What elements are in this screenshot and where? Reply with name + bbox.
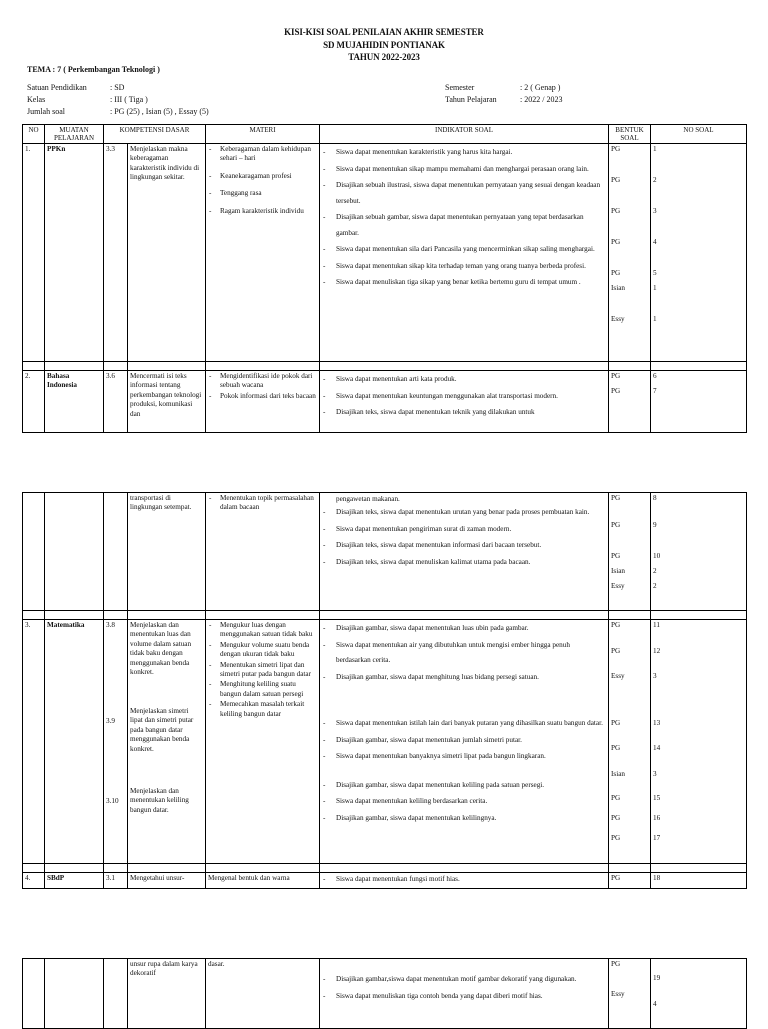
row-muatan: Matematika <box>45 620 104 864</box>
row-nosoal <box>651 959 747 1029</box>
bentuk-value: PG <box>611 647 621 655</box>
table-spacer-row <box>23 362 747 371</box>
indikator-item: - Siswa dapat menentukan keuntungan menggunakan alat transportasi modern. <box>322 389 606 405</box>
row-muatan: PPKn <box>45 144 104 362</box>
row-materi <box>206 144 320 362</box>
nosoal-value: 1 <box>653 315 657 323</box>
kd-no-value: 3.9 <box>106 717 115 725</box>
info-value: : 2 ( Genap ) <box>520 83 561 92</box>
bentuk-value: Isian <box>611 284 625 292</box>
row-materi: dasar. <box>206 959 320 1029</box>
row-kd: Mencermati isi teks informasi tentang perkembangan teknologi produksi, komunikasi dan <box>128 371 206 433</box>
kd-text: Menjelaskan dan menentukan keliling bangun datar. <box>130 787 189 814</box>
materi-item: - Ragam karakteristik individu <box>208 207 317 216</box>
row-kd-no: 3.3 <box>104 144 128 362</box>
materi-item: - Mengidentifikasi ide pokok dari sebuah wacana <box>208 372 317 391</box>
indikator-item: - Siswa dapat menuliskan tiga contoh benda yang dapat diberi motif hias. <box>322 989 606 1005</box>
materi-item: - Menentukan simetri lipat dan simetri putar pada bangun datar <box>208 661 317 680</box>
row-materi: Mengenal bentuk dan warna <box>206 873 320 889</box>
row-nosoal <box>651 493 747 611</box>
info-value: : III ( Tiga ) <box>110 95 148 104</box>
row-indikator <box>320 873 609 889</box>
bentuk-value: PG <box>611 814 621 822</box>
nosoal-value: 7 <box>653 387 657 395</box>
nosoal-value: 13 <box>653 719 661 727</box>
indikator-item: - Siswa dapat menuliskan tiga sikap yang benar ketika bertemu guru di tempat umum . <box>322 275 606 291</box>
row-muatan: Bahasa Indonesia <box>45 371 104 433</box>
table-row <box>23 959 747 1029</box>
kd-no-value: 3.8 <box>106 621 115 629</box>
nosoal-value: 3 <box>653 672 657 680</box>
kisi-table-page2 <box>22 492 747 889</box>
row-bentuk: PG <box>609 873 651 889</box>
bentuk-value: Essy <box>611 672 625 680</box>
doc-title: KISI-KISI SOAL PENILAIAN AKHIR SEMESTER <box>284 27 484 37</box>
indikator-item: - Siswa dapat menentukan air yang dibutuhkan untuk mengisi ember hingga penuh berdasarkan cerita. <box>322 638 606 669</box>
kisi-table-page3 <box>22 958 747 1029</box>
info-label: Jumlah soal <box>27 107 65 116</box>
indikator-item: - Disajikan teks, siswa dapat menuliskan kalimat utama pada bacaan. <box>322 555 606 571</box>
table-row <box>23 371 747 433</box>
table-spacer-row <box>23 611 747 620</box>
row-no: 1. <box>23 144 45 362</box>
academic-year: TAHUN 2022-2023 <box>348 52 420 62</box>
indikator-item: - Disajikan teks, siswa dapat menentukan teknik yang dilakukan untuk <box>322 405 606 421</box>
materi-item: - Mengukur volume suatu benda dengan ukuran tidak baku <box>208 641 317 660</box>
bentuk-value: Essy <box>611 315 625 323</box>
indikator-item: - Siswa dapat menentukan banyaknya simetri lipat pada bangun lingkaran. <box>322 749 606 765</box>
row-kd: unsur rupa dalam karya dekoratif <box>128 959 206 1029</box>
indikator-item: - Siswa dapat menentukan fungsi motif hias. <box>322 874 606 885</box>
table-header-row <box>23 125 747 144</box>
row-indikator <box>320 493 609 611</box>
nosoal-value: 12 <box>653 647 661 655</box>
table-row <box>23 493 747 611</box>
bentuk-value: PG <box>611 387 621 395</box>
info-value: : PG (25) , Isian (5) , Essay (5) <box>110 107 209 116</box>
nosoal-value: 2 <box>653 582 657 590</box>
bentuk-value: PG <box>611 552 621 560</box>
nosoal-value: 1 <box>653 145 657 153</box>
nosoal-value: 10 <box>653 552 661 560</box>
indikator-item: - Siswa dapat menentukan karakteristik yang harus kita hargai. <box>322 145 606 161</box>
nosoal-value: 4 <box>653 238 657 246</box>
col-header-materi: MATERI <box>206 125 320 144</box>
tema-label: TEMA : 7 ( Perkembangan Teknologi ) <box>27 65 160 74</box>
col-header-bentuk: BENTUK SOAL <box>609 125 651 144</box>
indikator-item: - Disajikan teks, siswa dapat menentukan urutan yang benar pada proses pembuatan kain. <box>322 505 606 521</box>
kd-text: Menjelaskan simetri lipat dan simetri putar pada bangun datar menggunakan benda konkret. <box>130 707 194 753</box>
bentuk-value: PG <box>611 372 621 380</box>
kisi-table-page1 <box>22 124 747 433</box>
materi-item: - Memecahkan masalah terkait keliling bangun datar <box>208 700 317 719</box>
row-bentuk <box>609 371 651 433</box>
row-bentuk <box>609 144 651 362</box>
indikator-item: - Siswa dapat menentukan istilah lain dari banyak putaran yang dihasilkan suatu bangun datar. <box>322 716 606 732</box>
nosoal-value: 4 <box>653 1000 657 1008</box>
row-kd: Mengetahui unsur- <box>128 873 206 889</box>
table-row <box>23 620 747 864</box>
nosoal-value: 2 <box>653 567 657 575</box>
nosoal-value: 14 <box>653 744 661 752</box>
indikator-item: - Disajikan gambar,siswa dapat menentukan motif gambar dekoratif yang digunakan. <box>322 972 606 988</box>
bentuk-value: PG <box>611 834 621 842</box>
indikator-item: - Disajikan gambar, siswa dapat menentukan luas ubin pada gambar. <box>322 621 606 637</box>
row-no: 4. <box>23 873 45 889</box>
bentuk-value: PG <box>611 521 621 529</box>
bentuk-value: PG <box>611 494 621 502</box>
row-kd-no <box>104 620 128 864</box>
kd-no-value: 3.10 <box>106 797 119 805</box>
nosoal-value: 9 <box>653 521 657 529</box>
indikator-item: - Siswa dapat menentukan sikap kita terhadap teman yang orang tuanya berbeda profesi. <box>322 259 606 275</box>
row-kd <box>128 620 206 864</box>
bentuk-value: PG <box>611 176 621 184</box>
materi-item: - Tenggang rasa <box>208 189 317 198</box>
nosoal-value: 11 <box>653 621 660 629</box>
row-nosoal: 18 <box>651 873 747 889</box>
indikator-item: - Siswa dapat menentukan sikap mampu memahami dan menghargai perasaan orang lain. <box>322 162 606 178</box>
indikator-item: - Disajikan gambar, siswa dapat menentukan jumlah simetri putar. <box>322 733 606 749</box>
materi-item: - Keanekaragaman profesi <box>208 172 317 181</box>
bentuk-value: Essy <box>611 582 625 590</box>
col-header-no: NO <box>23 125 45 144</box>
nosoal-value: 15 <box>653 794 661 802</box>
info-label: Semester <box>445 83 475 92</box>
row-nosoal <box>651 144 747 362</box>
nosoal-value: 3 <box>653 207 657 215</box>
table-spacer-row <box>23 864 747 873</box>
indikator-continuation: pengawetan makanan. <box>336 495 400 503</box>
row-bentuk <box>609 493 651 611</box>
table-row <box>23 873 747 889</box>
col-header-nosoal: NO SOAL <box>651 125 747 144</box>
kd-text: Menjelaskan dan menentukan luas dan volume dalam satuan tidak baku dengan menggunakan benda konkret. <box>130 621 192 677</box>
materi-item: - Keberagaman dalam kehidupan sehari – hari <box>208 145 317 164</box>
indikator-item: - Siswa dapat menentukan pengiriman surat di zaman modern. <box>322 522 606 538</box>
row-muatan: SBdP <box>45 873 104 889</box>
bentuk-value: Essy <box>611 990 625 998</box>
nosoal-value: 16 <box>653 814 661 822</box>
row-indikator <box>320 371 609 433</box>
col-header-muatan: MUATAN PELAJARAN <box>45 125 104 144</box>
bentuk-value: PG <box>611 960 621 968</box>
nosoal-value: 6 <box>653 372 657 380</box>
row-indikator <box>320 959 609 1029</box>
table-row <box>23 144 747 362</box>
bentuk-value: PG <box>611 207 621 215</box>
info-label: Satuan Pendidikan <box>27 83 87 92</box>
row-materi <box>206 493 320 611</box>
materi-item: - Pokok informasi dari teks bacaan <box>208 392 317 401</box>
indikator-item: - Disajikan sebuah gambar, siswa dapat menentukan pernyataan yang tepat berdasarkan gambar. <box>322 210 606 241</box>
row-nosoal <box>651 620 747 864</box>
row-nosoal <box>651 371 747 433</box>
bentuk-value: PG <box>611 238 621 246</box>
nosoal-value: 19 <box>653 974 661 982</box>
row-kd-no: 3.1 <box>104 873 128 889</box>
nosoal-value: 8 <box>653 494 657 502</box>
indikator-item: - Disajikan gambar, siswa dapat menentukan kelilingnya. <box>322 811 606 827</box>
bentuk-value: PG <box>611 621 621 629</box>
materi-item: - Menentukan topik permasalahan dalam bacaan <box>208 494 317 513</box>
bentuk-value: PG <box>611 744 621 752</box>
col-header-indikator: INDIKATOR SOAL <box>320 125 609 144</box>
row-materi <box>206 371 320 433</box>
row-kd-no: 3.6 <box>104 371 128 433</box>
indikator-item: - Disajikan gambar, siswa dapat menentukan keliling pada satuan persegi. <box>322 778 606 794</box>
info-label: Tahun Pelajaran <box>445 95 497 104</box>
bentuk-value: PG <box>611 145 621 153</box>
nosoal-value: 17 <box>653 834 661 842</box>
indikator-item: - Siswa dapat menentukan keliling berdasarkan cerita. <box>322 794 606 810</box>
row-materi <box>206 620 320 864</box>
indikator-item: - Siswa dapat menentukan sila dari Pancasila yang mencerminkan sikap saling menghargai. <box>322 242 606 258</box>
row-kd: transportasi di lingkungan setempat. <box>128 493 206 611</box>
nosoal-value: 2 <box>653 176 657 184</box>
bentuk-value: PG <box>611 794 621 802</box>
school-name: SD MUJAHIDIN PONTIANAK <box>323 40 445 50</box>
bentuk-value: PG <box>611 719 621 727</box>
row-kd: Menjelaskan makna keberagaman karakteristik individu di lingkungan sekitar. <box>128 144 206 362</box>
indikator-item: - Disajikan gambar, siswa dapat menghitung luas bidang persegi satuan. <box>322 670 606 686</box>
row-indikator <box>320 144 609 362</box>
bentuk-value: Isian <box>611 770 625 778</box>
indikator-item: - Disajikan sebuah ilustrasi, siswa dapat menentukan pernyataan yang sesuai dengan keadaan tersebut. <box>322 178 606 209</box>
nosoal-value: 3 <box>653 770 657 778</box>
nosoal-value: 1 <box>653 284 657 292</box>
materi-item: - Menghitung keliling suatu bangun dalam satuan persegi <box>208 680 317 699</box>
indikator-item: - Siswa dapat menentukan arti kata produk. <box>322 372 606 388</box>
info-label: Kelas <box>27 95 46 104</box>
row-no: 2. <box>23 371 45 433</box>
indikator-item: - Disajikan teks, siswa dapat menentukan informasi dari bacaan tersebut. <box>322 538 606 554</box>
row-no: 3. <box>23 620 45 864</box>
bentuk-value: PG <box>611 269 621 277</box>
nosoal-value: 5 <box>653 269 657 277</box>
bentuk-value: Isian <box>611 567 625 575</box>
materi-item: - Mengukur luas dengan menggunakan satuan tidak baku <box>208 621 317 640</box>
row-indikator <box>320 620 609 864</box>
info-value: : 2022 / 2023 <box>520 95 563 104</box>
row-bentuk <box>609 959 651 1029</box>
col-header-kd: KOMPETENSI DASAR <box>104 125 206 144</box>
row-bentuk <box>609 620 651 864</box>
info-value: : SD <box>110 83 125 92</box>
